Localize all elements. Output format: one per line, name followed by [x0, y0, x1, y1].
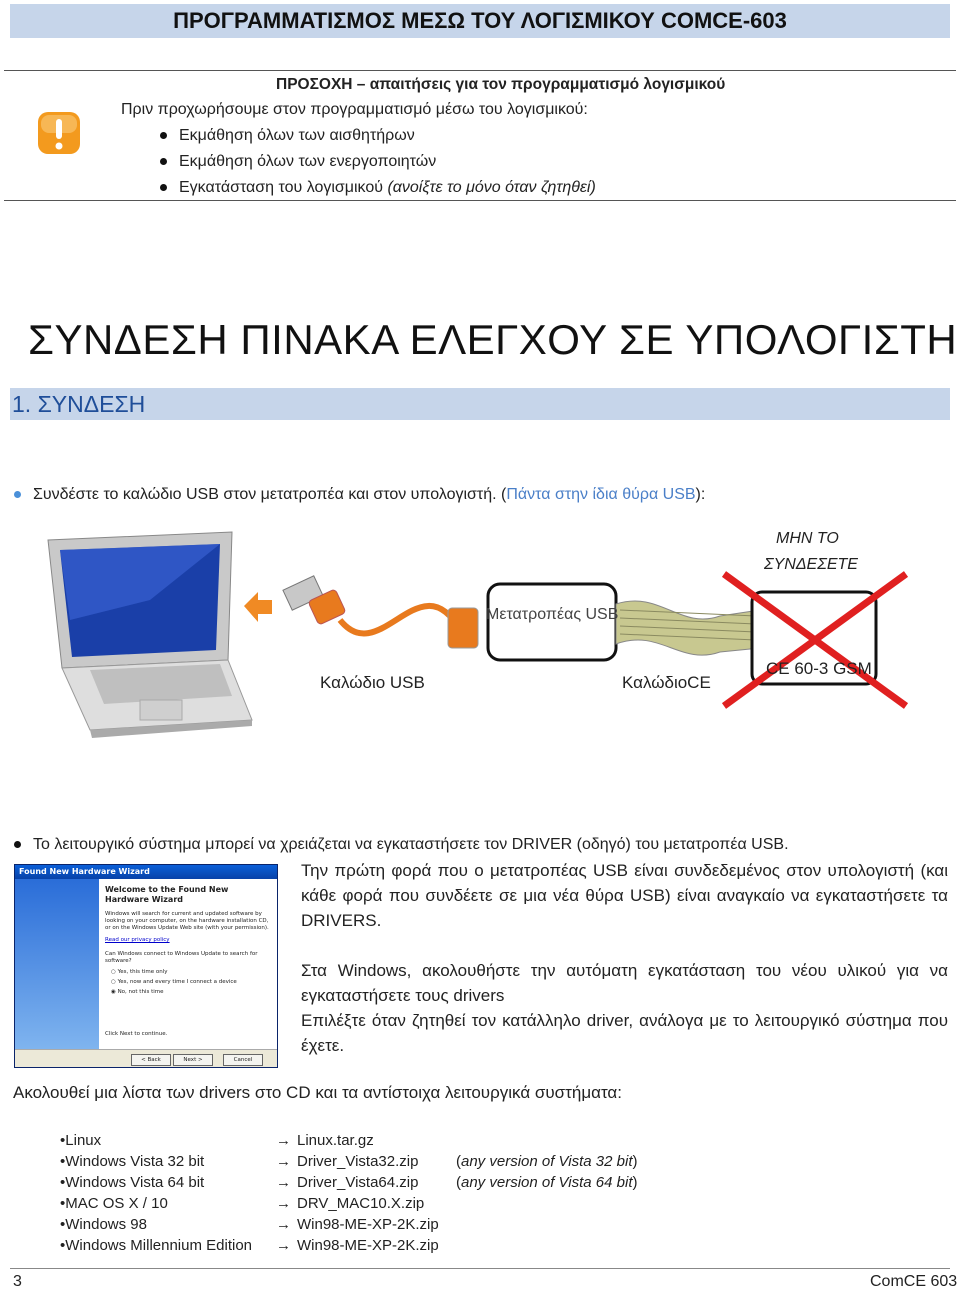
- driver-paragraph-1: Την πρώτη φορά που ο μετατροπέας USB είναι συνδεδεμένος στον υπολογιστή (και κάθε φορά που συνδέετε σε μια νέα θύρα USB) είναι αναγκαίο να εγκαταστήσετε τα DRIVERS.: [301, 861, 948, 930]
- arrow-right-icon: →: [276, 1195, 291, 1212]
- driver-note: any version of Vista 32 bit: [461, 1153, 633, 1170]
- back-button[interactable]: < Back: [131, 1054, 171, 1066]
- bullet: •: [60, 1153, 66, 1170]
- bullet: •: [60, 1174, 66, 1191]
- bullet: •: [60, 1195, 66, 1212]
- next-button[interactable]: Next >: [173, 1054, 213, 1066]
- warning-intro: Πριν προχωρήσουμε στον προγραμματισμό μέσω του λογισμικού:: [121, 101, 588, 118]
- bullet: [14, 491, 21, 498]
- driver-os: Linux: [65, 1132, 102, 1149]
- driver-file: Driver_Vista64.zip: [297, 1174, 419, 1191]
- cancel-button[interactable]: Cancel: [223, 1054, 263, 1066]
- radio-label: Yes, now and every time I connect a device: [117, 979, 237, 985]
- driver-row: [60, 1214, 638, 1235]
- list-intro: Ακολουθεί μια λίστα των drivers στο CD και τα αντίστοιχα λειτουργικά συστήματα:: [13, 1083, 622, 1102]
- paren: (: [501, 486, 507, 503]
- warning-item-text: Εκμάθηση όλων των ενεργοποιητών: [179, 153, 437, 170]
- driver-note: any version of Vista 64 bit: [461, 1174, 633, 1191]
- arrow-right-icon: →: [276, 1132, 291, 1149]
- arrow-right-icon: →: [276, 1174, 291, 1191]
- driver-file-cell: [276, 1214, 456, 1235]
- arrow-right-icon: →: [276, 1216, 291, 1233]
- driver-paragraph-3: Επιλέξτε όταν ζητηθεί τον κατάλληλο driver, ανάλογα με το λειτουργικό σύστημα που έχετε.: [301, 1011, 948, 1055]
- wizard-sidebar: [15, 879, 99, 1049]
- driver-note-cell: [456, 1193, 638, 1214]
- wizard-button-bar: [15, 1049, 277, 1068]
- driver-os-cell: [60, 1193, 276, 1214]
- driver-file-cell: [276, 1151, 456, 1172]
- driver-os-cell: [60, 1130, 276, 1151]
- driver-row: [60, 1235, 638, 1256]
- radio-yes-once[interactable]: ○ Yes, this time only: [111, 969, 168, 975]
- laptop-image: [48, 532, 252, 738]
- driver-os: MAC OS X / 10: [65, 1195, 168, 1212]
- section-subtitle: 1. ΣΥΝΔΕΣΗ: [12, 391, 146, 417]
- divider-warning: [4, 200, 956, 201]
- driver-os: Windows Millennium Edition: [65, 1237, 253, 1254]
- warning-heading: ΠΡΟΣΟΧΗ – απαιτήσεις για τον προγραμματισμό λογισμικού: [276, 76, 726, 93]
- driver-row: [60, 1151, 638, 1172]
- driver-note-cell: (any version of Vista 32 bit): [456, 1153, 638, 1170]
- usb-cable-label: Καλώδιο USB: [320, 673, 425, 692]
- arrow-right-icon: →: [276, 1237, 291, 1254]
- bullet: [160, 132, 167, 139]
- wizard-question: Can Windows connect to Windows Update to search for software?: [105, 951, 258, 964]
- bullet: [14, 841, 21, 848]
- bullet: •: [60, 1237, 66, 1254]
- divider-top: [4, 70, 956, 71]
- ce-cable-label: ΚαλώδιοCE: [622, 673, 711, 692]
- ribbon-cable: [616, 601, 760, 655]
- bullet: [160, 184, 167, 191]
- radio-no[interactable]: ◉ No, not this time: [111, 989, 164, 995]
- paren: ):: [695, 486, 706, 503]
- radio-yes-always[interactable]: ○ Yes, now and every time I connect a device: [111, 979, 237, 985]
- driver-note-cell: [456, 1235, 638, 1256]
- warning-item-text: Εκμάθηση όλων των αισθητήρων: [179, 127, 415, 144]
- driver-os-cell: [60, 1235, 276, 1256]
- driver-os: Windows Vista 64 bit: [65, 1174, 205, 1191]
- driver-os-cell: [60, 1151, 276, 1172]
- driver-os: Windows 98: [65, 1216, 147, 1233]
- driver-row: [60, 1172, 638, 1193]
- driver-file-cell: [276, 1193, 456, 1214]
- arrow-right-icon: →: [276, 1153, 291, 1170]
- drivers-table: [60, 1130, 638, 1256]
- driver-file: Win98-ME-XP-2K.zip: [297, 1237, 439, 1254]
- wizard-titlebar: Found New Hardware Wizard: [15, 865, 277, 879]
- connect-text: Συνδέστε το καλώδιο USB στον μετατροπέα και στον υπολογιστή.: [33, 486, 502, 503]
- warning-item-italic: (ανοίξτε το μόνο όταν ζητηθεί): [387, 179, 596, 196]
- driver-file: DRV_MAC10.X.zip: [297, 1195, 425, 1212]
- connect-instruction: [14, 486, 705, 504]
- driver-row: [60, 1130, 638, 1151]
- bullet: •: [60, 1216, 66, 1233]
- driver-note: [14, 836, 789, 854]
- driver-os: Windows Vista 32 bit: [65, 1153, 205, 1170]
- bullet: [160, 158, 167, 165]
- driver-file-cell: [276, 1235, 456, 1256]
- usb-plug-image: [283, 576, 478, 648]
- wizard-screenshot: [14, 864, 278, 1068]
- wizard-heading: Welcome to the Found New Hardware Wizard: [105, 885, 229, 904]
- drivers-table-body: [60, 1130, 638, 1256]
- driver-row: [60, 1193, 638, 1214]
- warning-item-2: [160, 153, 436, 171]
- warning-item-text: Εγκατάσταση του λογισμικού: [179, 179, 388, 196]
- connect-highlight: Πάντα στην ίδια θύρα USB: [506, 486, 696, 503]
- privacy-link[interactable]: Read our privacy policy: [105, 937, 170, 943]
- footer-brand: ComCE 603: [870, 1273, 958, 1290]
- driver-file-cell: [276, 1172, 456, 1193]
- no-connect-line-1: ΜΗΝ ΤΟ: [776, 530, 839, 547]
- driver-note-text: Το λειτουργικό σύστημα μπορεί να χρειάζεται να εγκαταστήσετε τον DRIVER (οδηγό) του μετατροπέα USB.: [33, 836, 789, 853]
- warning-icon: [36, 110, 82, 156]
- wizard-footer: Click Next to continue.: [105, 1031, 168, 1037]
- bullet: •: [60, 1132, 66, 1149]
- device-label: CE 60-3 GSM: [766, 659, 872, 678]
- arrow-icon: [244, 592, 272, 622]
- driver-os-cell: [60, 1172, 276, 1193]
- wizard-body: Windows will search for current and updated software by looking on your computer, on the hardware installation CD, or on the Windows Update Web site (with your permission).: [105, 911, 269, 931]
- section-title: ΣΥΝΔΕΣΗ ΠΙΝΑΚΑ ΕΛΕΓΧΟΥ ΣΕ ΥΠΟΛΟΓΙΣΤΗ: [28, 316, 958, 363]
- driver-os-cell: [60, 1214, 276, 1235]
- converter-label: Μετατροπέας USB: [486, 606, 619, 623]
- warning-item-3: [160, 179, 596, 197]
- radio-label: No, not this time: [117, 989, 164, 995]
- no-connect-line-2: ΣΥΝΔΕΣΕΤΕ: [764, 556, 858, 573]
- page-title: ΠΡΟΓΡΑΜΜΑΤΙΣΜΟΣ ΜΕΣΩ ΤΟΥ ΛΟΓΙΣΜΙΚΟΥ COMCE-603: [173, 8, 787, 33]
- driver-note-cell: [456, 1130, 638, 1151]
- section-bar: [10, 388, 950, 420]
- driver-file: Win98-ME-XP-2K.zip: [297, 1216, 439, 1233]
- radio-label: Yes, this time only: [117, 969, 168, 975]
- driver-note-cell: (any version of Vista 64 bit): [456, 1174, 638, 1191]
- page-header: [10, 4, 950, 38]
- driver-paragraph-2: Στα Windows, ακολουθήστε την αυτόματη εγκατάσταση του νέου υλικού για να εγκαταστήσετε τους drivers: [301, 961, 948, 1005]
- driver-note-cell: [456, 1214, 638, 1235]
- page-number: 3: [13, 1273, 22, 1290]
- driver-file-cell: [276, 1130, 456, 1151]
- driver-file: Linux.tar.gz: [297, 1132, 374, 1149]
- driver-file: Driver_Vista32.zip: [297, 1153, 419, 1170]
- divider-footer: [10, 1268, 950, 1269]
- warning-item-1: [160, 127, 415, 145]
